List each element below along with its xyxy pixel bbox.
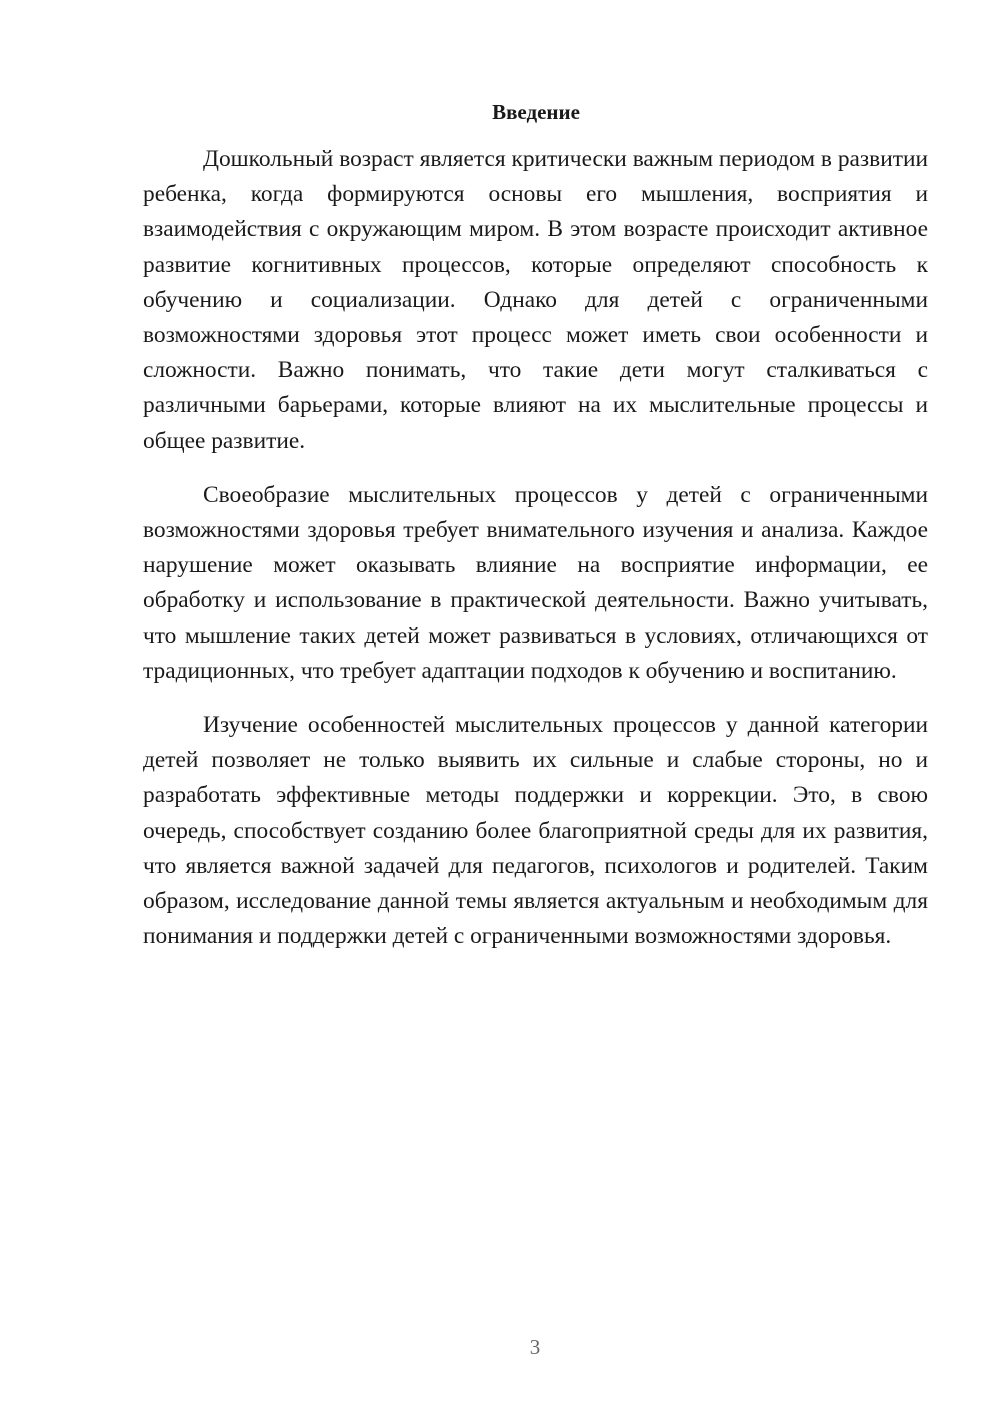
paragraph-3: Изучение особенностей мыслительных процессов у данной категории детей позволяет не только выявить их сильные и слабые стороны, но и разработать эффективные методы поддержки и коррекции. Это, в свою очередь, способствует созданию более благоприятной среды для их развития, что является важной задачей для педагогов, психологов и родителей. Таким образом, исследование данной темы является актуальным и необходимым для понимания и поддержки детей с ограниченными возможностями здоровья. (143, 712, 928, 950)
paragraph-1: Дошкольный возраст является критически важным периодом в развитии ребенка, когда формируются основы его мышления, восприятия и взаимодействия с окружающим миром. В этом возрасте происходит активное развитие когнитивных процессов, которые определяют способность к обучению и социализации. Однако для детей с ограниченными возможностями здоровья этот процесс может иметь свои особенности и сложности. Важно понимать, что такие дети могут сталкиваться с различными барьерами, которые влияют на их мыслительные процессы и общее развитие. (143, 146, 928, 454)
section-title: Введение (492, 100, 580, 124)
paragraph-2: Своеобразие мыслительных процессов у детей с ограниченными возможностями здоровья требует внимательного изучения и анализа. Каждое нарушение может оказывать влияние на восприятие информации, ее обработку и использование в практической деятельности. Важно учитывать, что мышление таких детей может развиваться в условиях, отличающихся от традиционных, что требует адаптации подходов к обучению и воспитанию. (143, 481, 928, 684)
body-text (143, 142, 928, 973)
page-number: 3 (529, 1335, 541, 1359)
